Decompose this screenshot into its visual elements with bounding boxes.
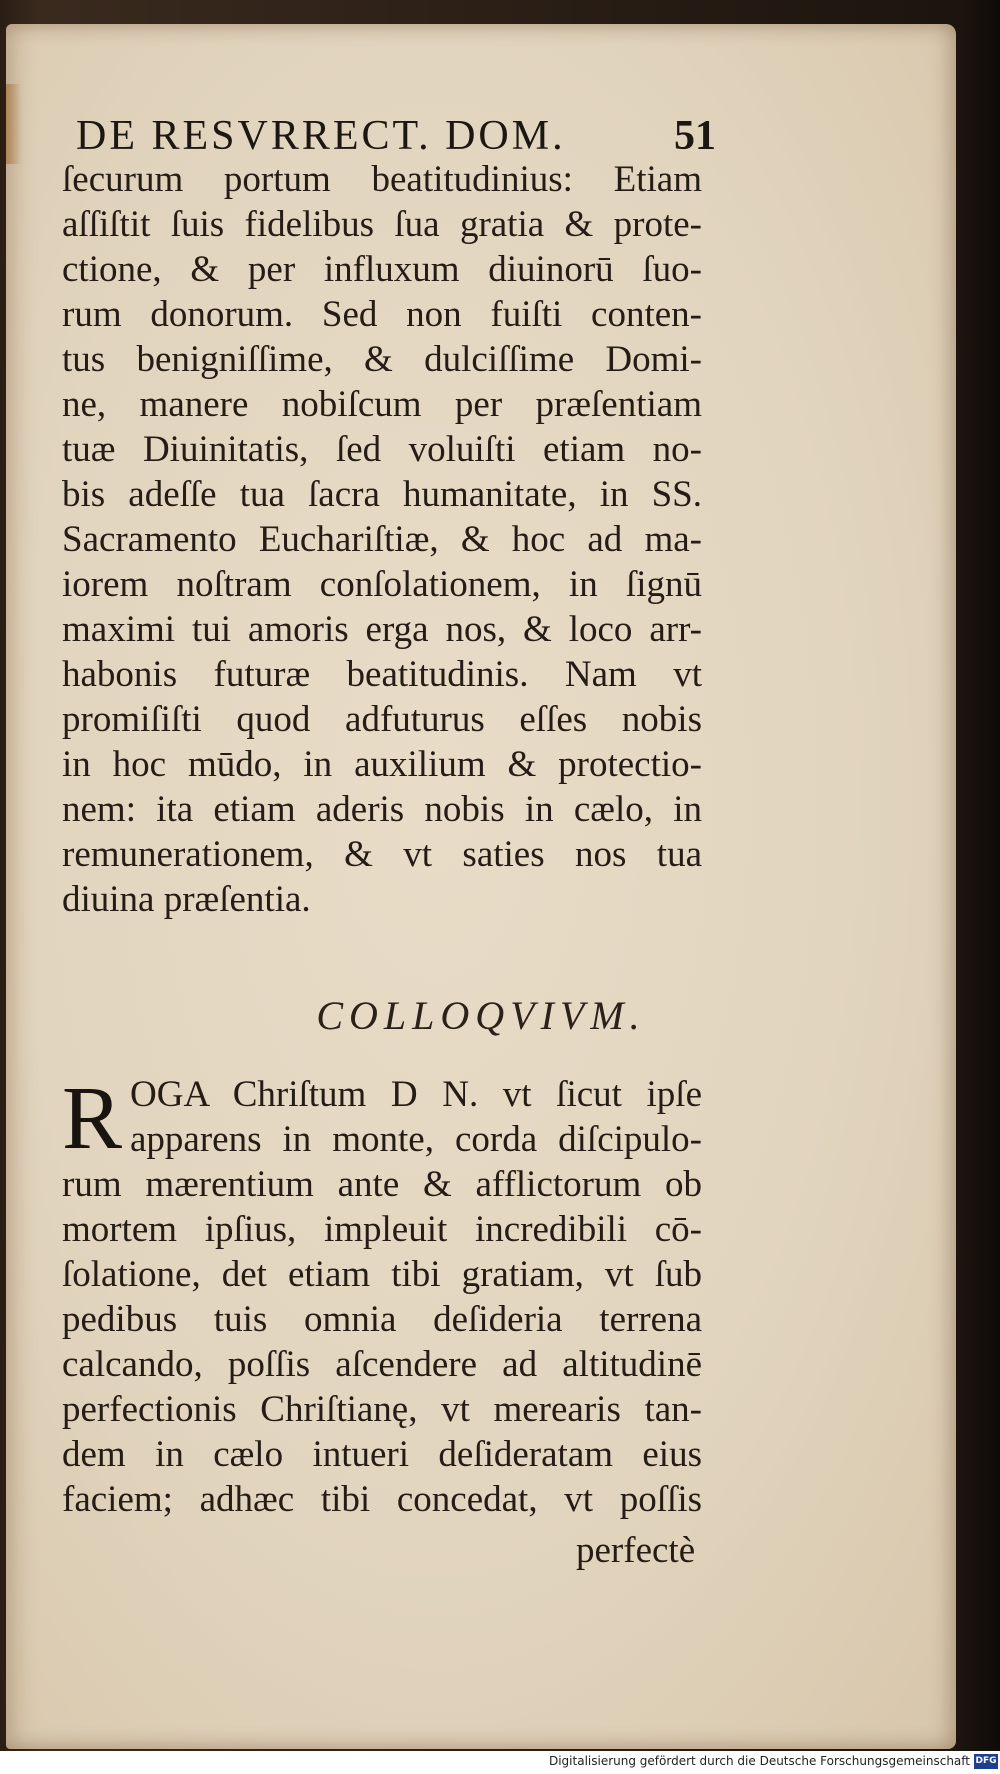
text-line: ſecurum portum beatitudinius: Etiam	[62, 159, 702, 200]
section-heading: COLLOQVIVM.	[316, 993, 646, 1038]
drop-cap: R	[62, 1069, 123, 1168]
text-line: perfectionis Chriſtianę, vt merearis tan-	[62, 1389, 702, 1430]
text-line: aſſiſtit ſuis fidelibus ſua gratia & prote-	[62, 204, 702, 245]
text-line: faciem; adhæc tibi concedat, vt poſſis	[62, 1479, 702, 1520]
text-line: in hoc mūdo, in auxilium & protectio-	[62, 744, 702, 785]
text-line: pedibus tuis omnia deſideria terrena	[62, 1299, 702, 1340]
text-line: dem in cælo intueri deſideratam eius	[62, 1434, 702, 1475]
book-page	[6, 24, 956, 1749]
text-line: remunerationem, & vt saties nos tua	[62, 834, 702, 875]
text-line: tuæ Diuinitatis, ſed voluiſti etiam no-	[62, 429, 702, 470]
page-number: 51	[674, 113, 716, 159]
text-line: iorem noſtram conſolationem, in ſignū	[62, 564, 702, 605]
text-line: tus benigniſſime, & dulciſſime Domi-	[62, 339, 702, 380]
text-line: habonis futuræ beatitudinis. Nam vt	[62, 654, 702, 695]
text-line: calcando, poſſis aſcendere ad altitudinē	[62, 1344, 702, 1385]
text-line: OGA Chriſtum D N. vt ſicut ipſe	[130, 1074, 702, 1115]
text-line: ne, manere nobiſcum per præſentiam	[62, 384, 702, 425]
text-line: rum mærentium ante & afflictorum ob	[62, 1164, 702, 1205]
text-line: apparens in monte, corda diſcipulo-	[130, 1119, 702, 1160]
running-title: DE RESVRRECT. DOM.	[76, 113, 566, 159]
text-line: ctione, & per influxum diuinorū ſuo-	[62, 249, 702, 290]
text-line: nem: ita etiam aderis nobis in cælo, in	[62, 789, 702, 830]
text-line: maximi tui amoris erga nos, & loco arr-	[62, 609, 702, 650]
text-line: diuina præſentia.	[62, 879, 311, 920]
text-line: mortem ipſius, impleuit incredibili cō-	[62, 1209, 702, 1250]
text-line: ſolatione, det etiam tibi gratiam, vt ſub	[62, 1254, 702, 1295]
text-line: Sacramento Euchariſtiæ, & hoc ad ma-	[62, 519, 702, 560]
dfg-logo-icon: DFG	[974, 1754, 998, 1769]
footer-bar	[0, 1751, 1000, 1774]
text-line: promiſiſti quod adfuturus eſſes nobis	[62, 699, 702, 740]
funding-credit: Digitalisierung gefördert durch die Deutsche Forschungsgemeinschaft	[548, 1754, 970, 1768]
text-line: rum donorum. Sed non fuiſti conten-	[62, 294, 702, 335]
catchword: perfectè	[576, 1530, 696, 1571]
text-line: bis adeſſe tua ſacra humanitate, in SS.	[62, 474, 702, 515]
